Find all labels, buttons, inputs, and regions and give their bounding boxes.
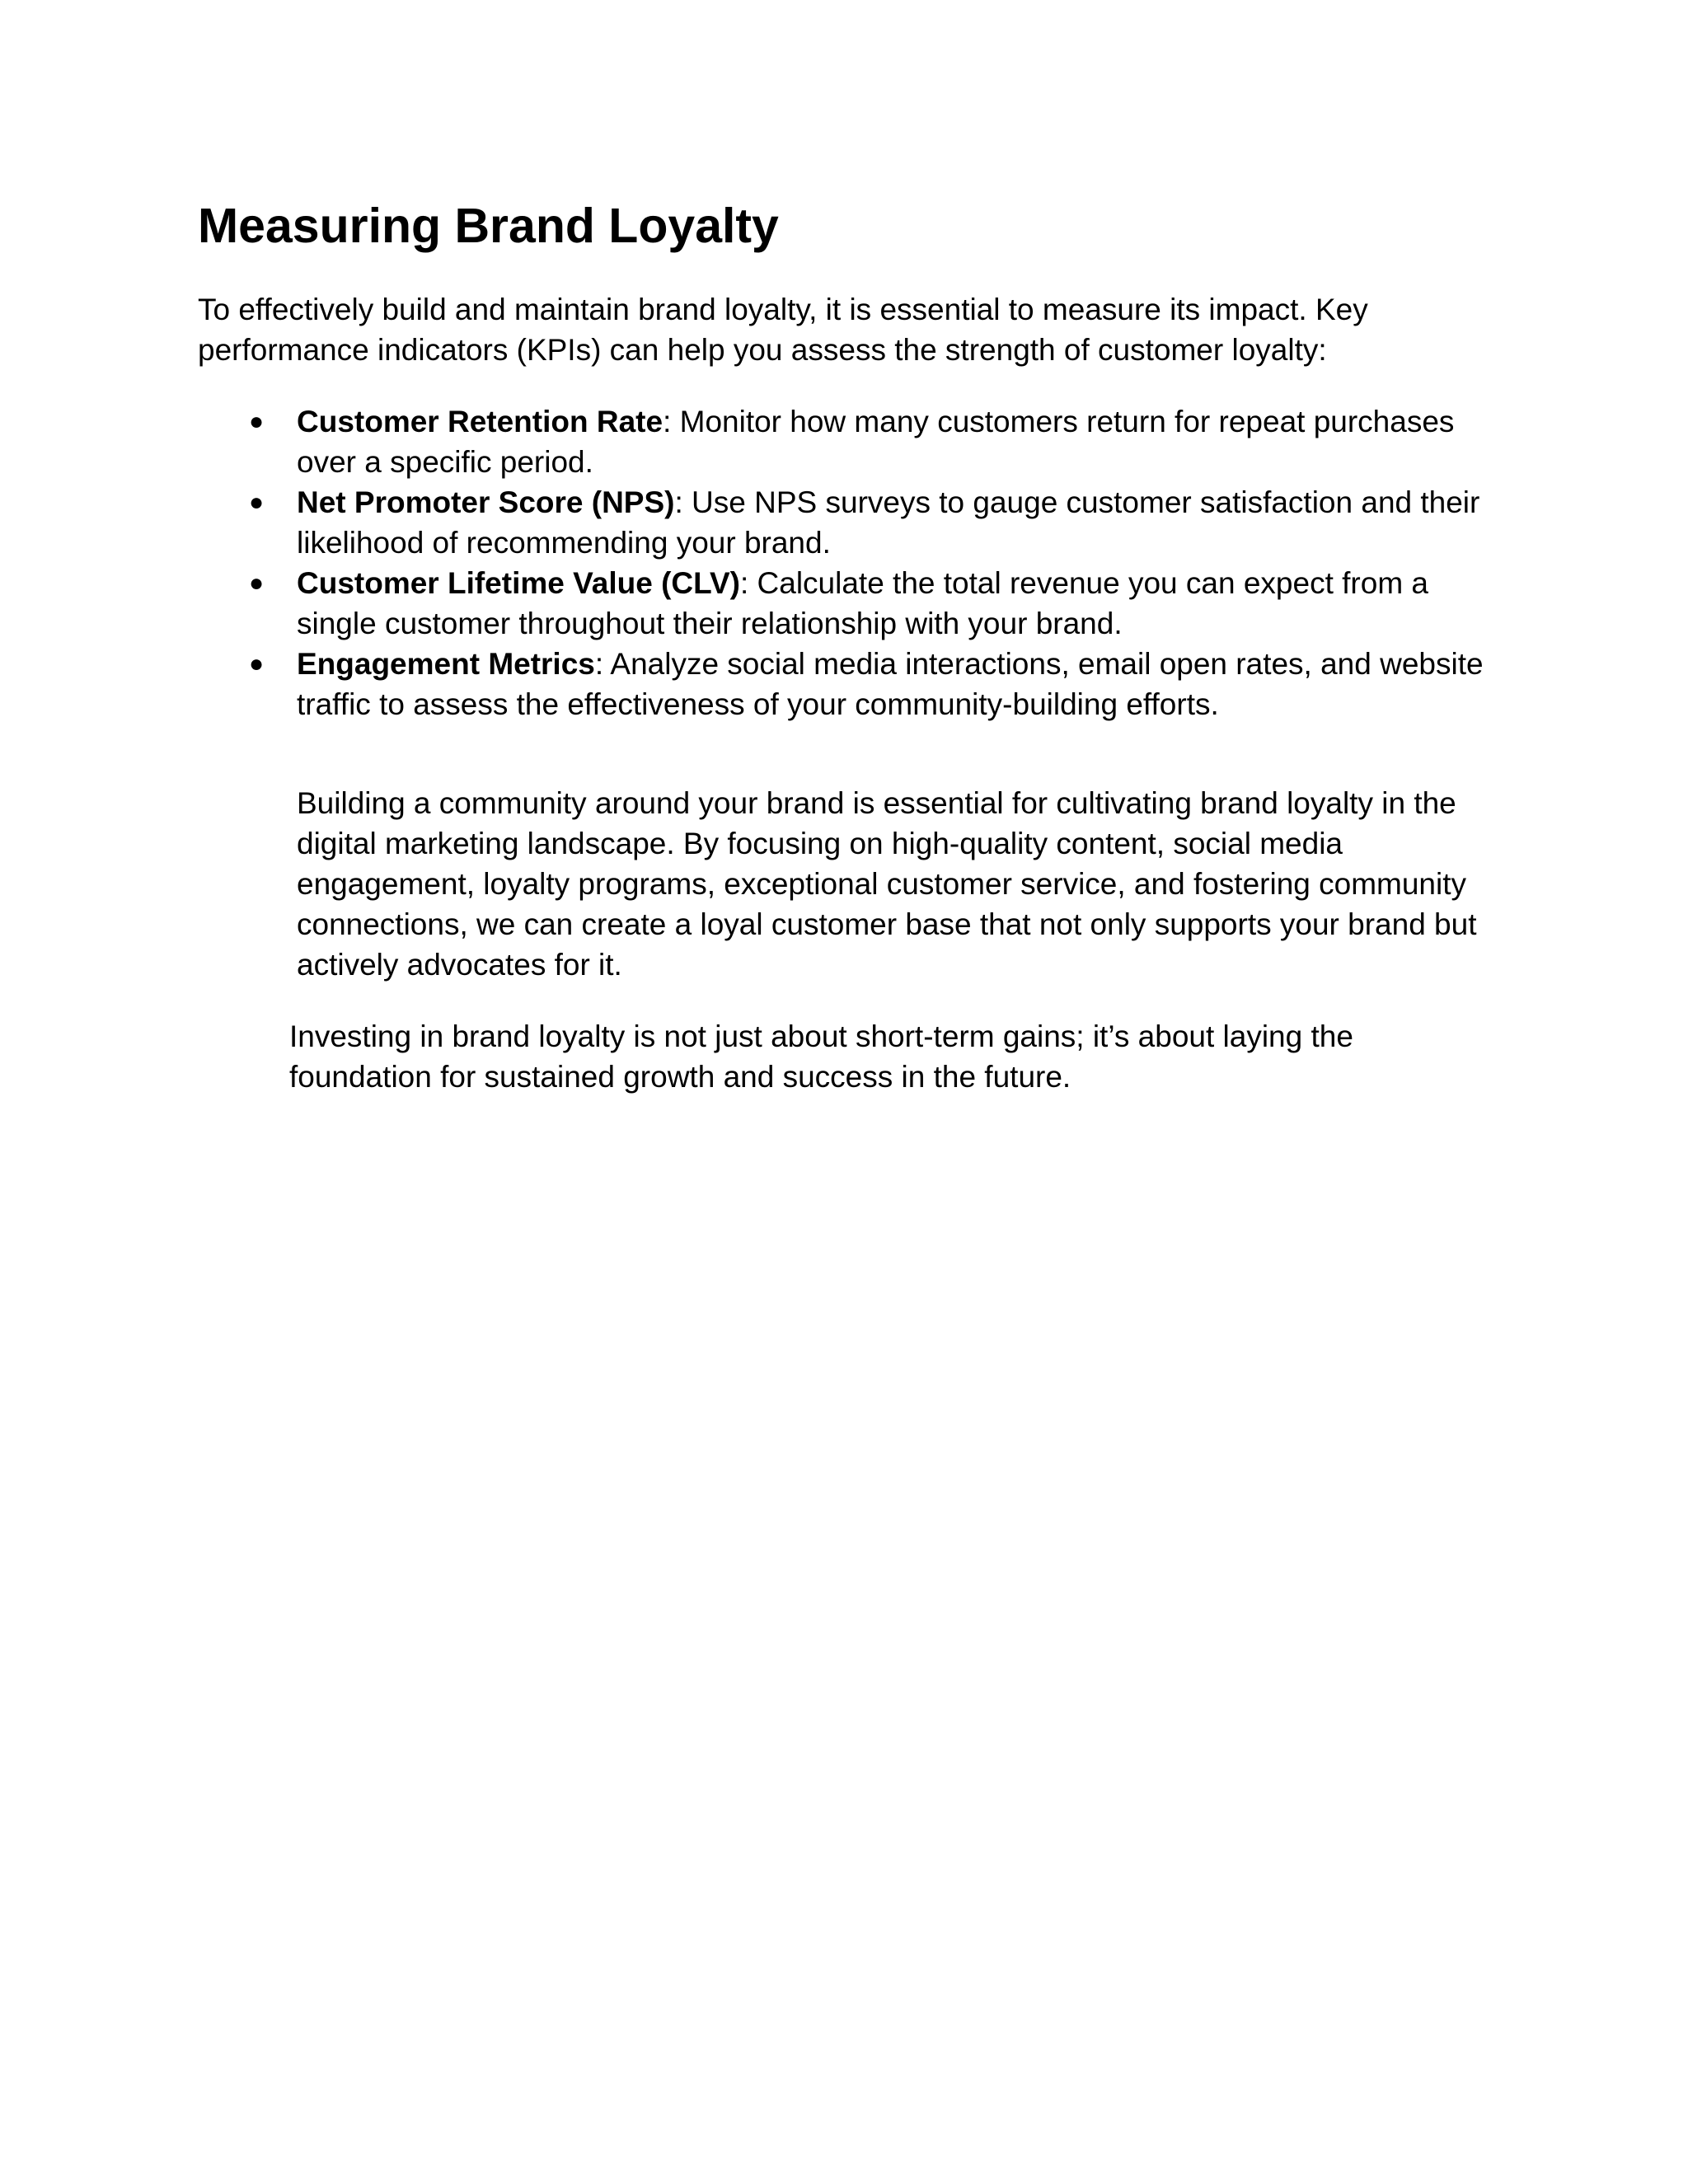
bullet-icon: ● (249, 489, 265, 516)
kpi-term: Engagement Metrics (297, 647, 595, 681)
kpi-term: Customer Retention Rate (297, 405, 663, 438)
bullet-icon: ● (249, 408, 265, 435)
kpi-term: Customer Lifetime Value (CLV) (297, 566, 740, 600)
kpi-list (198, 401, 1484, 724)
bullet-icon: ● (249, 650, 265, 677)
list-item-net-promoter-score (198, 482, 1484, 563)
closing-paragraph: Investing in brand loyalty is not just about short-term gains; it’s about laying the foundation for sustained growth and success in the future. (289, 1019, 1353, 1094)
kpi-term: Net Promoter Score (NPS) (297, 485, 675, 519)
kpi-description: : Analyze social media interactions, email open rates, and website traffic to assess the effectiveness of your community-building efforts. (297, 647, 1484, 721)
page-title: Measuring Brand Loyalty (198, 199, 779, 253)
summary-paragraph: Building a community around your brand is essential for cultivating brand loyalty in the digital marketing landscape. By focusing on high-quality content, social media engagement, loyalty programs, exceptional customer service, and fostering community connections, we can create a loyal customer base that not only supports your brand but actively advocates for it. (297, 786, 1477, 982)
list-item-customer-retention-rate (198, 401, 1484, 482)
kpi-description: : Use NPS surveys to gauge customer satisfaction and their likelihood of recommending your brand. (297, 485, 1480, 560)
kpi-description: : Calculate the total revenue you can expect from a single customer throughout their relationship with your brand. (297, 566, 1428, 640)
list-item-engagement-metrics (198, 644, 1484, 724)
bullet-icon: ● (249, 569, 265, 597)
kpi-description: : Monitor how many customers return for repeat purchases over a specific period. (297, 405, 1455, 479)
intro-paragraph: To effectively build and maintain brand loyalty, it is essential to measure its impact. Key performance indicators (KPIs) can help you assess the strength of customer loyalty: (198, 293, 1368, 367)
list-item-customer-lifetime-value (198, 563, 1484, 644)
